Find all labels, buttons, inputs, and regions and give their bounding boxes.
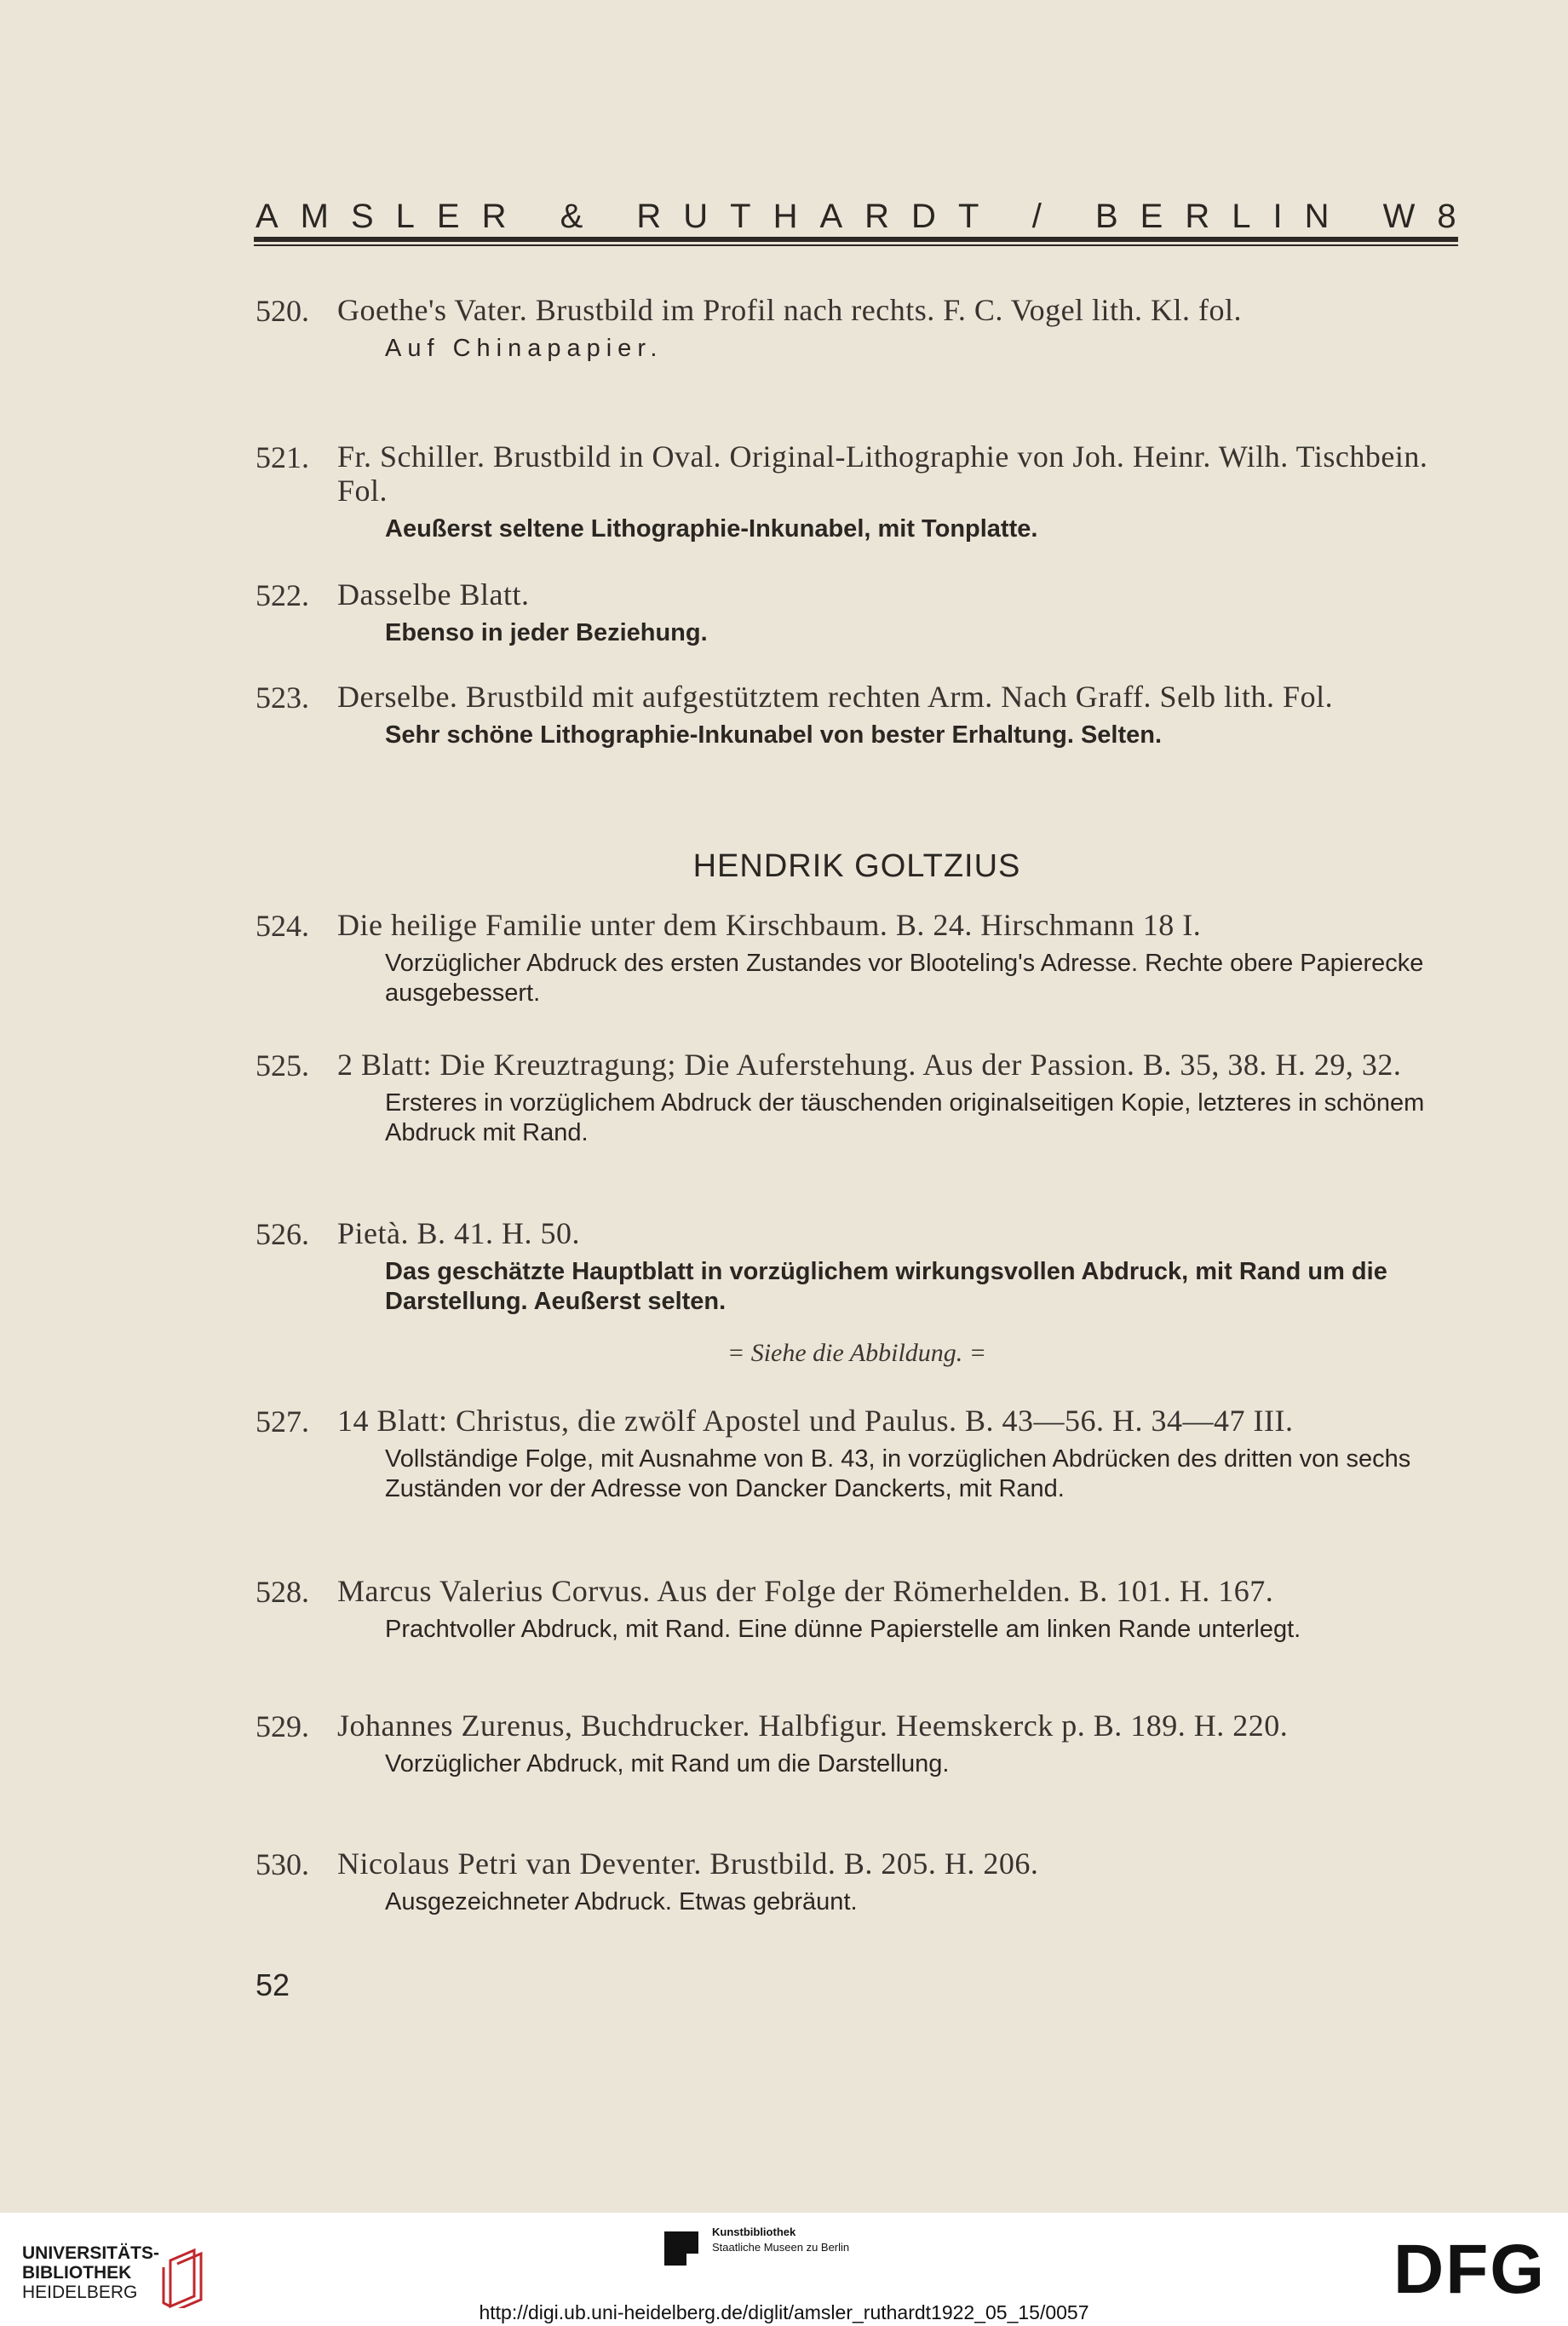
entry-note: Vollständige Folge, mit Ausnahme von B. 43, in vorzüglichen Abdrücken des dritten von sechs Zuständen vor der Adresse von Dancker Danckerts, mit Rand. bbox=[385, 1445, 1411, 1502]
dfg-logo[interactable]: DFG bbox=[1393, 2231, 1547, 2308]
entry-title: Die heilige Familie unter dem Kirschbaum. B. 24. Hirschmann 18 I. bbox=[337, 908, 1202, 942]
entry-note: Vorzüglicher Abdruck, mit Rand um die Darstellung. bbox=[385, 1750, 950, 1778]
catalog-entry-527 bbox=[256, 1404, 1458, 1504]
entry-title: Derselbe. Brustbild mit aufgestütztem rechten Arm. Nach Graff. Selb lith. Fol. bbox=[337, 680, 1334, 714]
entry-number: 530. bbox=[256, 1847, 309, 1881]
catalog-entry-521 bbox=[256, 439, 1458, 544]
entry-title: Fr. Schiller. Brustbild in Oval. Original-Lithographie von Joh. Heinr. Wilh. Tischbein. Fol. bbox=[337, 439, 1428, 508]
page-number: 52 bbox=[256, 1967, 290, 2002]
entry-title: Johannes Zurenus, Buchdrucker. Halbfigur. Heemskerck p. B. 189. H. 220. bbox=[337, 1709, 1289, 1743]
entry-number: 526. bbox=[256, 1217, 309, 1251]
catalog-entry-525 bbox=[256, 1048, 1458, 1148]
header-rule-thin bbox=[254, 244, 1458, 246]
entry-note: Ausgezeichneter Abdruck. Etwas gebräunt. bbox=[385, 1888, 858, 1915]
section-heading: HENDRIK GOLTZIUS bbox=[692, 848, 1021, 884]
entry-title: Nicolaus Petri van Deventer. Brustbild. B. 205. H. 206. bbox=[337, 1846, 1039, 1881]
ub-line-3: HEIDELBERG bbox=[22, 2283, 138, 2302]
entry-note: Ebenso in jeder Beziehung. bbox=[385, 619, 708, 646]
entry-title: Dasselbe Blatt. bbox=[337, 577, 530, 612]
entry-title: 2 Blatt: Die Kreuztragung; Die Auferstehung. Aus der Passion. B. 35, 38. H. 29, 32. bbox=[337, 1048, 1402, 1082]
entry-note: Vorzüglicher Abdruck des ersten Zustandes vor Blooteling's Adresse. Rechte obere Papierecke ausgebessert. bbox=[385, 950, 1424, 1007]
entry-number: 529. bbox=[256, 1709, 309, 1743]
catalog-entry-522 bbox=[256, 577, 1458, 648]
entry-number: 528. bbox=[256, 1575, 309, 1609]
entry-number: 521. bbox=[256, 440, 309, 474]
entry-note: Prachtvoller Abdruck, mit Rand. Eine dünne Papierstelle am linken Rande unterlegt. bbox=[385, 1616, 1301, 1643]
catalog-entry-526 bbox=[256, 1216, 1458, 1317]
entry-title: Goethe's Vater. Brustbild im Profil nach rechts. F. C. Vogel lith. Kl. fol. bbox=[337, 293, 1243, 327]
entry-title: Pietà. B. 41. H. 50. bbox=[337, 1216, 580, 1250]
kb-subtitle: Staatliche Museen zu Berlin bbox=[712, 2241, 850, 2254]
digitization-footer bbox=[0, 2213, 1568, 2326]
catalog-entry-523 bbox=[256, 680, 1458, 750]
entry-note: Aeußerst seltene Lithographie-Inkunabel, mit Tonplatte. bbox=[385, 515, 1038, 543]
entry-note: Das geschätzte Hauptblatt in vorzüglichem wirkungsvollen Abdruck, mit Rand um die Darstellung. Aeußerst selten. bbox=[385, 1258, 1387, 1315]
entry-title: 14 Blatt: Christus, die zwölf Apostel und Paulus. B. 43—56. H. 34—47 III. bbox=[337, 1404, 1294, 1438]
entry-number: 523. bbox=[256, 681, 309, 715]
ub-line-2: BIBLIOTHEK bbox=[22, 2263, 132, 2283]
page-header: AMSLER & RUTHARDT / BERLIN W8 bbox=[256, 198, 1479, 235]
permalink-url[interactable]: http://digi.ub.uni-heidelberg.de/diglit/amsler_ruthardt1922_05_15/0057 bbox=[479, 2301, 1089, 2323]
catalog-entry-520 bbox=[256, 293, 1458, 364]
entry-title: Marcus Valerius Corvus. Aus der Folge der Römerhelden. B. 101. H. 167. bbox=[337, 1574, 1274, 1608]
entry-number: 520. bbox=[256, 294, 309, 328]
kunstbibliothek-square-icon bbox=[664, 2231, 698, 2266]
entry-note: Auf Chinapapier. bbox=[385, 335, 663, 362]
ub-line-1: UNIVERSITÄTS- bbox=[22, 2243, 160, 2263]
catalog-entry-528 bbox=[256, 1574, 1458, 1645]
entry-number: 524. bbox=[256, 909, 309, 943]
kunstbibliothek-logo[interactable] bbox=[664, 2225, 886, 2276]
entry-note: Sehr schöne Lithographie-Inkunabel von bester Erhaltung. Selten. bbox=[385, 721, 1163, 749]
entry-number: 522. bbox=[256, 578, 309, 612]
entry-number: 527. bbox=[256, 1404, 309, 1439]
entry-note: Ersteres in vorzüglichem Abdruck der täuschenden originalseitigen Kopie, letzteres in schönem Abdruck mit Rand. bbox=[385, 1089, 1425, 1146]
catalog-entry-530 bbox=[256, 1846, 1458, 1917]
catalog-entry-529 bbox=[256, 1709, 1458, 1779]
ub-emblem-icon bbox=[155, 2247, 208, 2308]
entry-number: 525. bbox=[256, 1048, 309, 1083]
see-figure-note: = Siehe die Abbildung. = bbox=[727, 1339, 987, 1367]
kb-name: Kunstbibliothek bbox=[712, 2225, 796, 2238]
catalog-entry-524 bbox=[256, 908, 1458, 1008]
header-rule-thick bbox=[254, 237, 1458, 242]
